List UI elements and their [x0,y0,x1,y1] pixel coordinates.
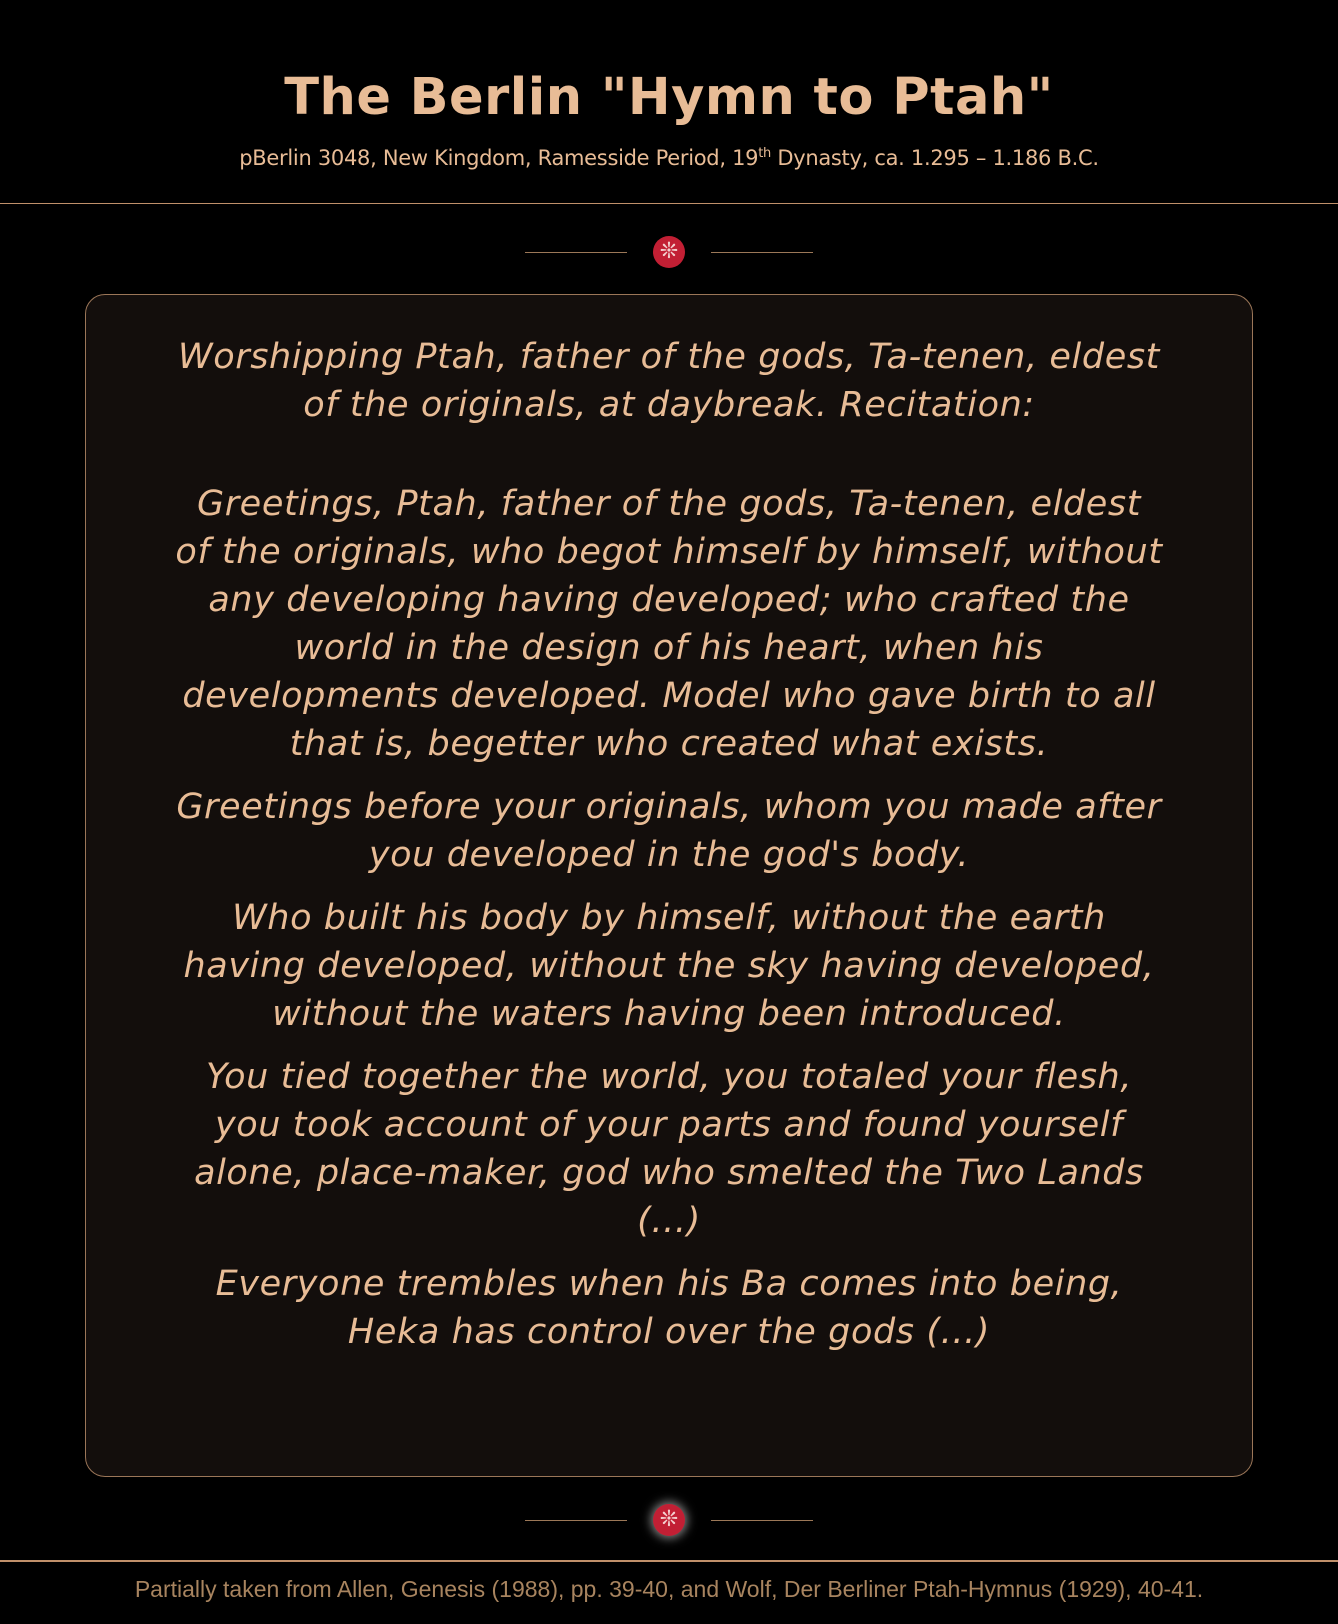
divider-line-right [711,1520,813,1521]
ornament-divider-top [0,235,1338,269]
subtitle-superscript: th [758,146,771,161]
hymn-verse: Greetings before your originals, whom you made after you developed in the god's body. [176,787,1162,875]
ornament-divider-bottom [0,1503,1338,1537]
hymn-text [175,333,1163,1371]
footer-divider [0,1560,1338,1562]
page-header [0,0,1338,204]
divider-line-right [711,252,813,253]
hymn-intro: Worshipping Ptah, father of the gods, Ta-tenen, eldest of the originals, at daybreak. Recitation: [178,337,1160,425]
divider-line-left [525,252,627,253]
page-title: The Berlin "Hymn to Ptah" [284,68,1054,127]
subtitle-text-end: Dynasty, ca. 1.295 – 1.186 B.C. [770,146,1099,170]
rosette-icon: ❊ [653,1504,685,1536]
hymn-verse: Who built his body by himself, without the earth having developed, without the sky having developed, without the waters having been introduced. [183,898,1155,1034]
rosette-icon: ❊ [653,236,685,268]
page-subtitle [0,146,1338,170]
divider-line-left [525,1520,627,1521]
hymn-verse: Everyone trembles when his Ba comes into being, Heka has control over the gods (...) [215,1264,1123,1352]
hymn-verse: Greetings, Ptah, father of the gods, Ta-tenen, eldest of the originals, who begot himself by himself, without any developing having developed; who crafted the world in the design of his heart, when his developments developed. Model who gave birth to all that is, begetter who created what exists. [175,484,1163,764]
subtitle-text: pBerlin 3048, New Kingdom, Ramesside Period, 19 [239,146,759,170]
hymn-verse: You tied together the world, you totaled your flesh, you took account of your parts and found yourself alone, place-maker, god who smelted the Two Lands (...) [194,1057,1144,1241]
footer-citation: Partially taken from Allen, Genesis (1988), pp. 39-40, and Wolf, Der Berliner Ptah-Hymnus (1929), 40-41. [134,1576,1204,1602]
